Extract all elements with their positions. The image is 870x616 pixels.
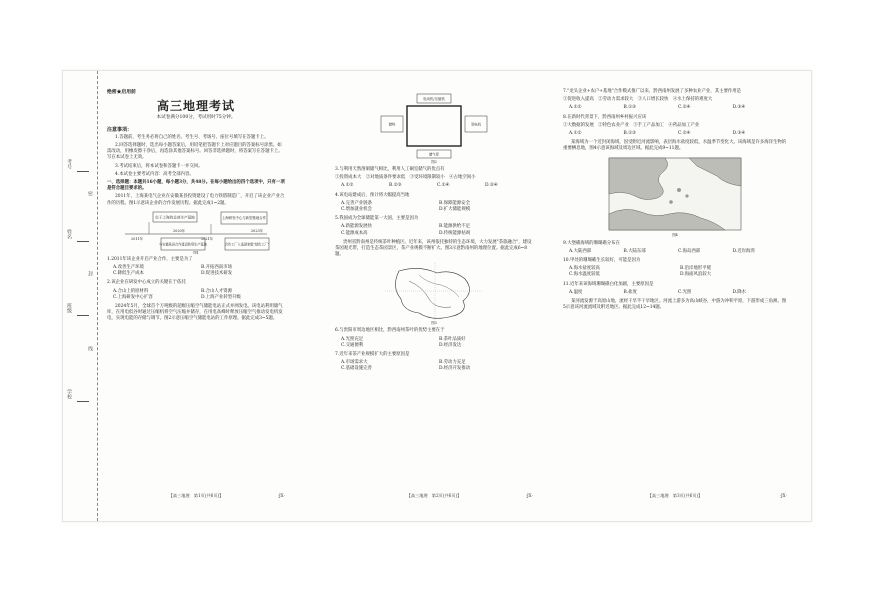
option[interactable]: D.扩大储能规模 — [439, 207, 471, 213]
option[interactable]: C.基础设施完善 — [341, 366, 372, 372]
question-7: 7.近年来茶产业规模扩大的主要原因是 — [335, 352, 410, 358]
secret-label: 绝密★启用前 — [107, 89, 136, 95]
page-1 — [107, 89, 285, 499]
question-3-options — [341, 183, 533, 189]
option[interactable]: A.光照充足 — [341, 336, 364, 342]
question-9: 9.大堡礁海域的珊瑚礁分布在 — [563, 240, 620, 246]
figure-1 — [121, 210, 271, 254]
seal-mark: 密 — [87, 191, 93, 196]
question-10-options — [569, 266, 787, 278]
page-2 — [335, 89, 533, 499]
name-label: 姓名 — [66, 229, 72, 239]
footer-code: ·JX· — [277, 492, 285, 498]
option[interactable]: C.能源成本高 — [341, 230, 368, 236]
fig1-box-c: 上海研发中心与新型基地合作 — [221, 215, 267, 220]
intro-q1: 2011年，上海某电气企业在安徽某县投资建设了电力铁塔制造厂，开启了该企业产业合作的历程。图1示意该企业的合作发展历程。据此完成1~2题。 — [107, 194, 285, 206]
fig4-caption: 图4 — [672, 232, 678, 237]
page-1-footer — [107, 493, 285, 499]
question-6-options — [341, 337, 533, 349]
notice-4: 4.本试卷主要考试内容：高考全部内容。 — [115, 171, 194, 177]
option[interactable]: C.光照 — [678, 289, 692, 295]
option[interactable]: D.降水 — [732, 289, 747, 295]
seal-mark-3: 线 — [87, 346, 93, 351]
exam-number-label: 考号 — [66, 159, 72, 169]
option[interactable]: B.合山人才资源 — [201, 288, 232, 294]
question-5-options — [341, 224, 533, 236]
question-7b: 7."龙头企业+农户+基地"合作模式推广以来，黔西南州发展了多种农业产业，其主要作用是 — [563, 89, 742, 94]
notice-3: 3.考试结束后，将本试卷和答题卡一并交回。 — [115, 163, 203, 169]
fig2-right-label: 发电机 — [470, 122, 482, 127]
question-4-options — [341, 201, 533, 213]
question-8-statements: ①大数据的发展 ②特色农业产业 ③手工产品加工 ④药品加工产业 — [563, 122, 700, 128]
question-7b-options — [569, 105, 787, 111]
question-10: 10.甲处的珊瑚礁生长较好，可能是因为 — [563, 258, 641, 264]
option[interactable]: D.传统能源枯竭 — [439, 230, 471, 236]
seal-mark-2: 封 — [87, 271, 93, 276]
class-label: 班级 — [66, 303, 72, 313]
fig1-year-2020: 2020年 — [173, 228, 186, 233]
option[interactable]: D.海面风浪较大 — [680, 272, 712, 278]
fig2-top-label: 电动机/压缩机 — [423, 97, 445, 101]
fig1-box-a: 位于上海的总部生产基地 — [155, 215, 195, 220]
option[interactable]: D.③④ — [732, 131, 746, 137]
question-8-options — [569, 131, 787, 137]
figure-3-map — [379, 261, 489, 325]
page-3-footer — [563, 493, 787, 499]
option[interactable]: C.①④ — [437, 183, 450, 189]
footer-code: ·JX· — [779, 492, 787, 498]
school-line — [77, 401, 89, 402]
option[interactable]: D.上海产业转型升级 — [201, 294, 241, 300]
intro-q12: 某河流发源于高原山地，流经干旱半干旱地区。河流上游多为高山峡谷，中游为冲积平原，下游形成三角洲。图5示意该河流流域及附近地区。据此完成12~14题。 — [563, 299, 787, 311]
school-label: 学校 — [66, 389, 72, 399]
question-2: 2.该企业在研发中心成立的关键在于依托 — [107, 280, 186, 286]
fig1-year-2021: 2021年 — [201, 236, 214, 241]
exam-subtitle: 本试卷满分100分，考试用时75分钟。 — [156, 115, 236, 121]
option[interactable]: A.新能源发展快 — [341, 224, 372, 230]
class-line — [77, 315, 89, 316]
question-11: 11.近年来该海域珊瑚礁白化加剧，主要原因是 — [563, 281, 654, 287]
question-11-options — [569, 290, 787, 296]
notice-heading: 注意事项： — [107, 126, 133, 133]
option[interactable]: C.上海研发中心扩容 — [113, 294, 153, 300]
fig1-caption: 图1 — [193, 250, 199, 254]
option[interactable]: C.增加就业机会 — [341, 207, 372, 213]
option[interactable]: C.交通便利 — [341, 342, 364, 348]
option[interactable]: D.③④ — [732, 105, 746, 111]
question-1-options — [113, 265, 285, 277]
notice-2: 2.回答选择题时，选出每小题答案后，用铅笔把答题卡上对应题目的答案标号涂黑。如需改动，用橡皮擦干净后，再选涂其他答案标号。回答非选择题时，将答案写在答题卡上。写在本试卷上无效。 — [107, 143, 283, 161]
option[interactable]: C.海水温度较低 — [569, 272, 600, 278]
option[interactable]: C.②④ — [678, 131, 691, 137]
footer-text: 【高三地理 第2页(共6页)】 — [406, 492, 462, 498]
option[interactable]: A.温度 — [569, 289, 583, 295]
option[interactable]: A.合山上的原材料 — [113, 288, 149, 294]
option[interactable]: B.①③ — [623, 105, 636, 111]
option[interactable]: B.沿岸地形平缓 — [680, 266, 711, 272]
question-7b-statements: ①促进收入提高 ②劳动力需求较大 ③人口增长较快 ④水土保持的难度大 — [563, 97, 713, 103]
option[interactable]: B.茶叶品质好 — [439, 336, 466, 342]
option[interactable]: A.改善生产环境 — [113, 265, 144, 271]
question-8: 8.在新时代背景下，黔西南州乡村振兴应该 — [563, 114, 647, 120]
exam-number-line — [77, 171, 89, 172]
intro-q3: 2024年5月，全球首个万吨级的超级压缩空气储能电站正式并网发电。该电站利用储气库，在用电低谷时通过压缩机将空气压缩并储存，在用电高峰时释放压缩空气推动发电机发电，实现电能的存储与调节。图2示意压缩空气储能电站的工作原理。据此完成3~5题。 — [107, 304, 283, 322]
binding-margin — [63, 71, 98, 521]
exam-paper — [62, 70, 812, 522]
question-6: 6.与贵阳市周边地区相比，黔西南州茶叶的优势主要在于 — [335, 328, 445, 334]
page-2-footer — [335, 493, 533, 499]
option[interactable]: A.大陆西部 — [569, 248, 592, 254]
question-7-options — [341, 360, 533, 372]
question-5: 5.我国成为全球储能第一大国，主要是因为 — [335, 216, 419, 222]
option[interactable]: D.③④ — [485, 183, 498, 189]
question-3: 3.与利用天然溶洞储气相比，利用人工硐室储气的优点有 — [335, 167, 445, 172]
name-line — [77, 241, 89, 242]
option[interactable]: B.大陆东部 — [623, 248, 646, 254]
fig2-left-label: 储热 — [388, 122, 396, 127]
option[interactable]: B.开拓西南市场 — [201, 265, 232, 271]
option[interactable]: B.保障能源安全 — [439, 200, 470, 206]
option[interactable]: D.近岸海湾 — [732, 248, 755, 254]
question-4: 4.该电站建成后，预计将大幅提高当地 — [335, 192, 410, 198]
figure-4-map — [605, 156, 745, 238]
fig1-box-d: 合作工厂入选国家级"绿色工厂" — [224, 242, 270, 247]
option[interactable]: D.经济发达 — [439, 342, 462, 348]
option[interactable]: A.①② — [569, 105, 582, 111]
question-9-options — [569, 249, 787, 255]
option[interactable]: D.经济开发推动 — [439, 366, 471, 372]
option[interactable]: B.②③ — [389, 183, 402, 189]
exam-title: 高三地理考试 — [156, 99, 235, 114]
footer-text: 【高三地理 第1页(共6页)】 — [168, 492, 224, 498]
option[interactable]: B.盐度 — [623, 289, 637, 295]
option[interactable]: A.完善产业链条 — [341, 200, 372, 206]
fig3-caption: 图3 — [431, 321, 437, 326]
section-heading: 一、选择题：本题共16小题，每小题3分，共48分。在每小题给出的四个选项中，只有一项是符合题目要求的。 — [107, 180, 285, 192]
question-1: 1.2011年该企业开启产业合作，主要是为了 — [107, 256, 193, 262]
option[interactable]: A.①② — [569, 131, 582, 137]
option[interactable]: A.海水盐度较高 — [569, 266, 600, 272]
option[interactable]: D.促进技术研发 — [201, 271, 233, 277]
fig1-year-2023: 2023年 — [251, 228, 264, 233]
option[interactable]: C.降低生产成本 — [113, 271, 144, 277]
option[interactable]: C.海岛西部 — [678, 248, 701, 254]
footer-code: ·JX· — [525, 492, 533, 498]
fig2-bottom-label: 储气库 — [428, 152, 440, 157]
intro-q6: 贵州省黔南州是传统茶叶种植区。近年来，该州依托独特的生态环境，大力发展"茶旅融合"，建设茶园观光带，打造生态茶园景区，茶产业规模不断扩大。图3示意黔南州的地理位置。据此完成6~8题。 — [335, 239, 532, 258]
fig1-year-2011: 2011年 — [131, 236, 144, 241]
intro-q9: 某海域为一个近封闭海域，因受附近河流影响，表层海水盐度较低，水温季节变化大。该海域是许多海洋生物的重要栖息地，图4示意该海域及周边区域。据此完成9~11题。 — [563, 140, 787, 152]
question-2-options — [113, 289, 285, 301]
option[interactable]: C.②④ — [678, 105, 691, 111]
option[interactable]: A.市场需求大 — [341, 360, 368, 366]
figure-2 — [379, 92, 489, 164]
option[interactable]: B.能源供给不足 — [439, 224, 470, 230]
page-3 — [563, 89, 787, 499]
option[interactable]: B.①③ — [623, 131, 636, 137]
notice-1: 1.答题前，考生务必将自己的姓名、考生号、考场号、座位号填写在答题卡上。 — [115, 134, 269, 140]
question-3-statements: ①投资成本大 ②对地质条件要求低 ③受环境限制较小 ④占地空间小 — [335, 175, 476, 181]
option[interactable]: B.劳动力充足 — [439, 360, 466, 366]
option[interactable]: A.①② — [341, 183, 354, 189]
fig2-caption: 图2 — [431, 160, 437, 164]
footer-text: 【高三地理 第3页(共6页)】 — [647, 492, 703, 498]
fig1-box-b: 与安徽某县合作建设铁塔生产基地 — [159, 242, 207, 247]
